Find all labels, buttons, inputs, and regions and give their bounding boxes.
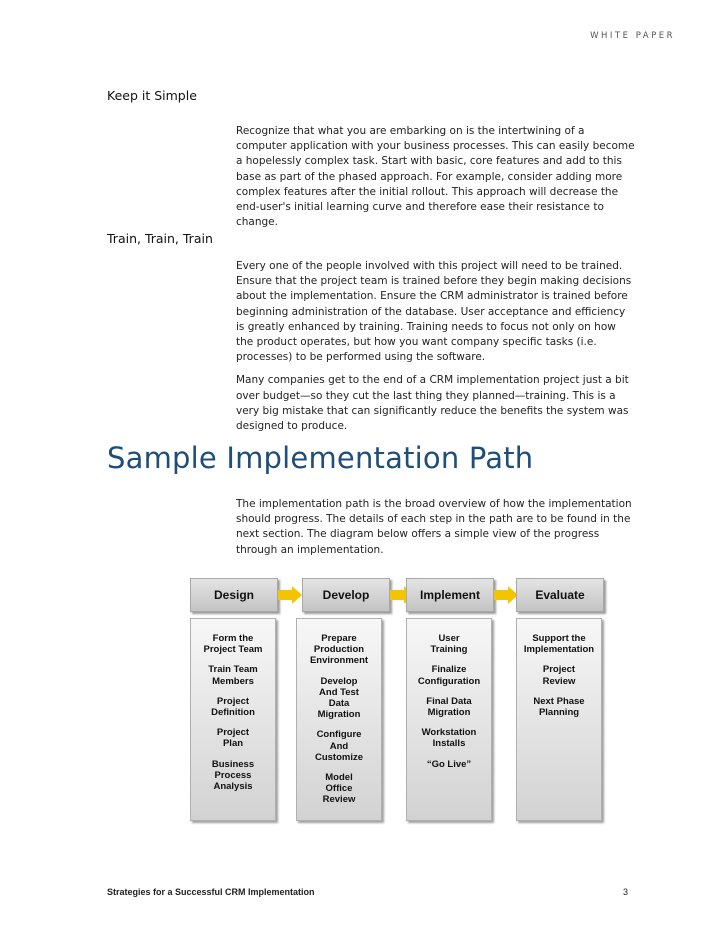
task-item: “Go Live” (426, 758, 472, 770)
section-heading-keep-it-simple: Keep it Simple (107, 88, 197, 103)
paragraph: Every one of the people involved with this project will need to be trained. Ensure that the project team is trained before they begin making decisions about the implementation. Ensure the CRM administrator is trained before beginning administration of the database. User acceptance and efficiency is greatly enhanced by training. Training needs to focus not only on how the product operates, but how you want company specific tasks (i.e. processes) to be performed using the software. (236, 260, 632, 364)
task-item: Business Process Analysis (211, 758, 255, 793)
footer-title: Strategies for a Successful CRM Implementation (107, 887, 315, 897)
paragraph: Recognize that what you are embarking on is the intertwining of a computer application with your business processes. This can easily become a hopelessly complex task. Start with basic, core features and add to this base as part of the phased approach. For example, consider adding more complex features after the initial rollout. This approach will decrease the end-user's initial learning curve and therefore ease their resistance to change. (236, 125, 635, 229)
task-item: Train Team Members (208, 664, 258, 687)
arrow-shape (494, 586, 518, 604)
arrow-right-icon (494, 586, 518, 604)
section-heading-train: Train, Train, Train (107, 231, 213, 246)
page-number: 3 (622, 887, 628, 897)
task-item: Project Review (542, 664, 576, 687)
implementation-path-diagram (190, 578, 610, 828)
section-body-keep-it-simple (236, 124, 636, 238)
task-item: Workstation Installs (421, 727, 477, 750)
task-item: Project Definition (211, 695, 255, 719)
task-item: Project Plan (216, 727, 250, 750)
arrow-shape (278, 586, 302, 604)
phase-column-implement (406, 618, 492, 821)
paragraph: The implementation path is the broad overview of how the implementation should progress. The details of each step in the path are to be found in the next section. The diagram below offers a simple view of the progress through an implementation. (236, 498, 632, 556)
phase-column-evaluate (516, 618, 602, 821)
phase-header-develop: Develop (302, 578, 390, 612)
task-item: Prepare Production Environment (309, 633, 369, 667)
task-item: Model Office Review (322, 772, 356, 806)
paragraph: Many companies get to the end of a CRM implementation project just a bit over budget—so they cut the last thing they planned—training. This is a very big mistake that can significantly reduce the benefits the system was designed to produce. (236, 374, 629, 433)
task-item: Next Phase Planning (533, 695, 585, 719)
major-heading: Sample Implementation Path (107, 441, 534, 475)
task-item: Final Data Migration (426, 695, 472, 719)
task-item: Finalize Configuration (417, 664, 481, 687)
task-item: Support the Implementation (523, 633, 595, 656)
phase-column-design (190, 618, 276, 821)
phase-column-develop (296, 618, 382, 821)
task-item: Develop And Test Data Migration (317, 675, 361, 721)
task-item: Configure And Customize (314, 729, 364, 763)
phase-header-implement: Implement (406, 578, 494, 612)
header-label: WHITE PAPER (590, 31, 675, 41)
arrow-right-icon (278, 586, 302, 604)
task-item: User Training (430, 633, 468, 656)
phase-header-design: Design (190, 578, 278, 612)
task-item: Form the Project Team (203, 633, 263, 656)
phase-header-evaluate: Evaluate (516, 578, 604, 612)
section-body-train (236, 259, 636, 442)
major-section-body (236, 497, 636, 566)
